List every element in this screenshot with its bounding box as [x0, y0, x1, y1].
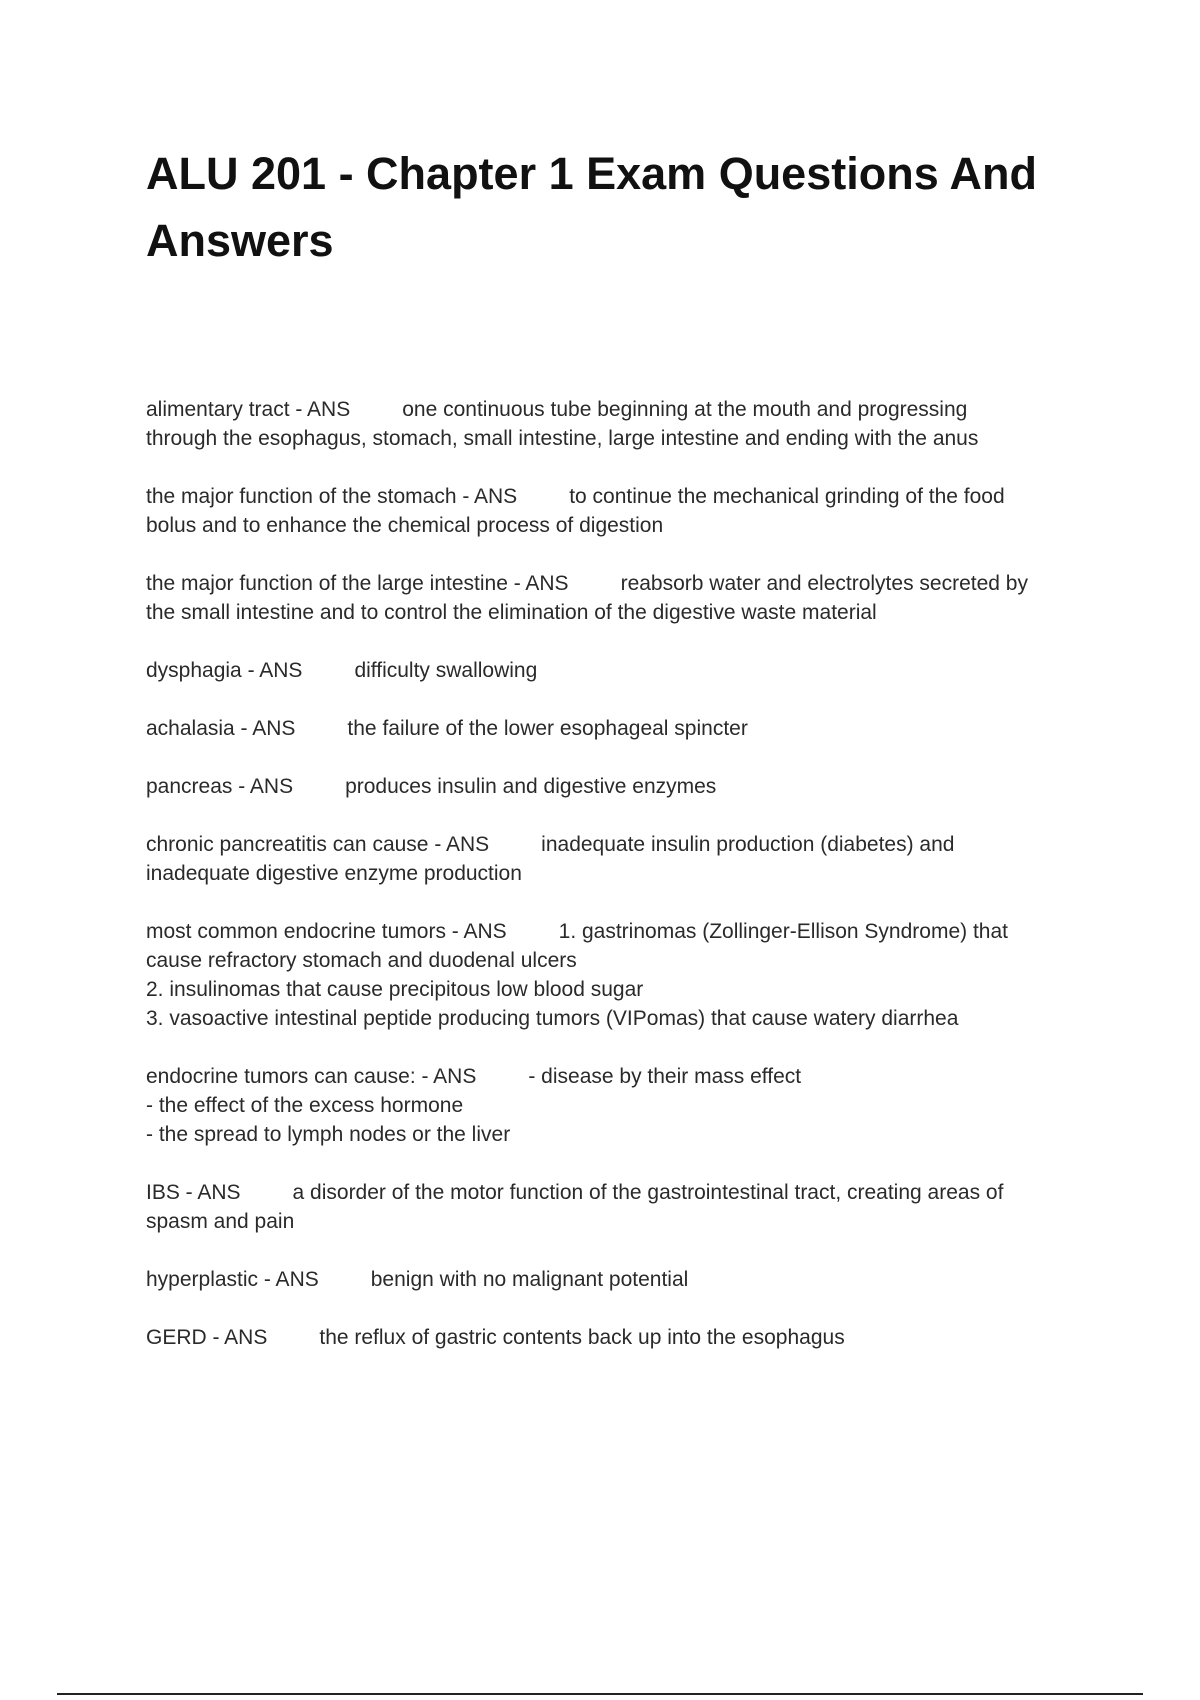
qa-first-line	[146, 482, 1091, 511]
qa-answer-line: cause refractory stomach and duodenal ulcers	[146, 949, 577, 972]
qa-answer-line: reabsorb water and electrolytes secreted by	[620, 572, 1028, 595]
qa-term: chronic pancreatitis can cause - ANS	[146, 833, 490, 856]
qa-answer-line: 3. vasoactive intestinal peptide producing tumors (VIPomas) that cause watery diarrhea	[146, 1007, 959, 1030]
qa-answer-line: inadequate digestive enzyme production	[146, 862, 522, 885]
qa-term: the major function of the large intestine - ANS	[146, 572, 569, 595]
qa-item	[146, 1265, 1091, 1294]
qa-item	[146, 917, 1091, 1033]
qa-answer-line: - disease by their mass effect	[528, 1065, 802, 1088]
qa-item	[146, 1178, 1091, 1236]
qa-item	[146, 482, 1091, 540]
qa-item	[146, 830, 1091, 888]
qa-first-line	[146, 772, 1091, 801]
qa-term: GERD - ANS	[146, 1326, 268, 1349]
qa-answer-line: produces insulin and digestive enzymes	[345, 775, 717, 798]
qa-first-line	[146, 830, 1091, 859]
qa-term: achalasia - ANS	[146, 717, 296, 740]
qa-first-line	[146, 714, 1091, 743]
qa-first-line	[146, 569, 1091, 598]
qa-term: hyperplastic - ANS	[146, 1268, 319, 1291]
qa-term: alimentary tract - ANS	[146, 398, 351, 421]
qa-term: the major function of the stomach - ANS	[146, 485, 518, 508]
qa-answer-line: to continue the mechanical grinding of the food	[569, 485, 1005, 508]
qa-answer-line: - the effect of the excess hormone	[146, 1094, 464, 1117]
qa-term: IBS - ANS	[146, 1181, 241, 1204]
qa-answer-line: bolus and to enhance the chemical process of digestion	[146, 514, 664, 537]
qa-item	[146, 1062, 1091, 1149]
qa-item	[146, 1323, 1091, 1352]
document-title: ALU 201 - Chapter 1 Exam Questions And Answers	[146, 148, 1038, 266]
qa-item	[146, 656, 1091, 685]
qa-term: endocrine tumors can cause: - ANS	[146, 1065, 477, 1088]
footer-rule	[57, 1693, 1143, 1695]
qa-first-line	[146, 917, 1091, 946]
qa-term: most common endocrine tumors - ANS	[146, 920, 507, 943]
qa-first-line	[146, 1178, 1091, 1207]
qa-answer-line: spasm and pain	[146, 1210, 295, 1233]
qa-item	[146, 714, 1091, 743]
qa-answer-line: difficulty swallowing	[354, 659, 538, 682]
qa-item	[146, 772, 1091, 801]
qa-answer-line: through the esophagus, stomach, small intestine, large intestine and ending with the anus	[146, 427, 979, 450]
qa-first-line	[146, 395, 1091, 424]
qa-term: pancreas - ANS	[146, 775, 294, 798]
qa-answer-line: benign with no malignant potential	[370, 1268, 689, 1291]
qa-list	[146, 395, 1091, 1381]
qa-answer-line: the failure of the lower esophageal spincter	[347, 717, 748, 740]
qa-answer-line: the small intestine and to control the elimination of the digestive waste material	[146, 601, 877, 624]
qa-answer-line: - the spread to lymph nodes or the liver	[146, 1123, 511, 1146]
qa-term: dysphagia - ANS	[146, 659, 303, 682]
qa-first-line	[146, 656, 1091, 685]
qa-first-line	[146, 1265, 1091, 1294]
qa-first-line	[146, 1323, 1091, 1352]
qa-item	[146, 395, 1091, 453]
qa-answer-line: the reflux of gastric contents back up into the esophagus	[319, 1326, 845, 1349]
qa-answer-line: a disorder of the motor function of the gastrointestinal tract, creating areas of	[292, 1181, 1004, 1204]
qa-answer-line: one continuous tube beginning at the mouth and progressing	[402, 398, 968, 421]
qa-first-line	[146, 1062, 1091, 1091]
qa-answer-line: 2. insulinomas that cause precipitous low blood sugar	[146, 978, 644, 1001]
qa-item	[146, 569, 1091, 627]
qa-answer-line: 1. gastrinomas (Zollinger-Ellison Syndrome) that	[558, 920, 1008, 943]
qa-answer-line: inadequate insulin production (diabetes) and	[541, 833, 955, 856]
